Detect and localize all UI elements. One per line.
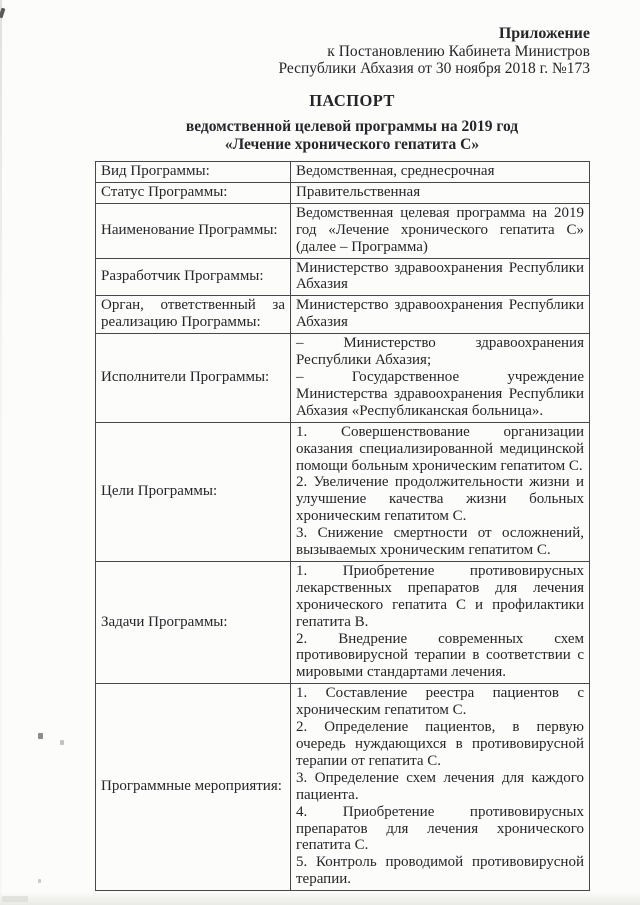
row-label: Вид Программы: [101, 163, 210, 179]
row-value-paragraph: 2. Внедрение современных схем противовирусной терапии в соответствии с мировыми стандартами лечения. [296, 630, 584, 681]
row-value-cell [291, 162, 590, 183]
table-row [96, 296, 590, 334]
row-value-paragraph: 5. Контроль проводимой противовирусной терапии. [296, 854, 584, 888]
scan-speck [0, 8, 5, 19]
row-label: Исполнители Программы: [101, 368, 270, 385]
document-title-block [95, 92, 609, 154]
scan-speck [38, 733, 43, 739]
document-subtitle-1: ведомственной целевой программы на 2019 год [185, 118, 519, 135]
passport-table-body [96, 162, 590, 891]
row-value-cell [291, 561, 590, 683]
scan-speck [38, 879, 41, 883]
row-label-cell [96, 258, 291, 296]
row-label: Наименование Программы: [101, 221, 278, 238]
row-value-paragraph: 3. Определение схем лечения для каждого пациента. [296, 769, 584, 803]
row-value-cell [291, 203, 590, 258]
row-value-paragraph: Министерство здравоохранения Республики Абхазия [296, 259, 584, 293]
table-row [96, 561, 590, 683]
row-value-paragraph: 2. Определение пациентов, в первую очередь нуждающихся в противовирусной терапии от гепатита С. [296, 719, 584, 769]
row-label-cell [96, 561, 291, 683]
row-label: Орган, ответственный за реализацию Программы: [101, 297, 285, 331]
row-value-paragraph: 1. Приобретение противовирусных лекарственных препаратов для лечения хронического гепатита С и профилактики гепатита В. [296, 562, 584, 630]
row-value-cell [291, 334, 590, 423]
row-value-cell [291, 296, 590, 334]
row-label-cell [96, 684, 291, 891]
row-value-paragraph: 1. Составление реестра пациентов с хроническим гепатитом С. [296, 685, 584, 719]
document-title: ПАСПОРТ [309, 91, 395, 110]
row-label-cell [96, 334, 291, 423]
row-value-cell [291, 684, 590, 891]
row-label-cell [96, 162, 291, 183]
row-value-cell [291, 182, 590, 203]
row-value-paragraph: 2. Увеличение продолжительности жизни и улучшение качества жизни больных хроническим гепатитом С. [296, 474, 584, 525]
row-value-paragraph: Министерство здравоохранения Республики Абхазия [296, 297, 584, 331]
row-label-cell [96, 422, 291, 561]
row-value-paragraph: – Государственное учреждение Министерства здравоохранения Республики Абхазия «Республиканская больница». [296, 368, 584, 419]
table-row [96, 422, 590, 561]
row-value-cell [291, 258, 590, 296]
document-subtitle-2: «Лечение хронического гепатита С» [224, 136, 480, 153]
passport-table [95, 161, 590, 891]
table-row [96, 203, 590, 258]
row-label: Разработчик Программы: [101, 267, 264, 284]
table-row [96, 334, 590, 423]
appendix-line-3: Республики Абхазия от 30 ноября 2018 г. №173 [278, 60, 590, 77]
scan-bottom-shadow [0, 892, 640, 905]
row-label: Задачи Программы: [101, 613, 228, 630]
row-label: Статус Программы: [101, 183, 228, 200]
row-value-paragraph: – Министерство здравоохранения Республики Абхазия; [296, 335, 584, 369]
row-value-paragraph: 3. Снижение смертности от осложнений, вызываемых хроническим гепатитом С. [296, 525, 584, 559]
appendix-line-2: к Постановлению Кабинета Министров [327, 42, 590, 60]
row-value-cell [291, 422, 590, 561]
scan-speck [60, 740, 64, 745]
row-label: Программные мероприятия: [101, 778, 282, 795]
row-value-paragraph: Ведомственная целевая программа на 2019 год «Лечение хронического гепатита С» (далее – Программа) [296, 204, 584, 255]
row-label: Цели Программы: [101, 482, 218, 499]
table-row [96, 684, 590, 891]
table-row [96, 258, 590, 296]
scan-speck [2, 896, 28, 902]
row-label-cell [96, 296, 291, 334]
table-row [96, 162, 590, 183]
table-row [96, 182, 590, 203]
scan-edge-shadow [0, 0, 2, 905]
appendix-label: Приложение [498, 25, 590, 42]
row-value-paragraph: 4. Приобретение противовирусных препаратов для лечения хронического гепатита С. [296, 803, 584, 854]
document-appendix-header [278, 25, 590, 78]
row-label-cell [96, 182, 291, 203]
row-label-cell [96, 203, 291, 258]
row-value-paragraph: 1. Совершенствование организации оказания специализированной медицинской помощи больным хроническим гепатитом С. [296, 423, 584, 474]
row-value-paragraph: Правительственная [296, 183, 421, 200]
row-value-paragraph: Ведомственная, среднесрочная [296, 163, 495, 179]
